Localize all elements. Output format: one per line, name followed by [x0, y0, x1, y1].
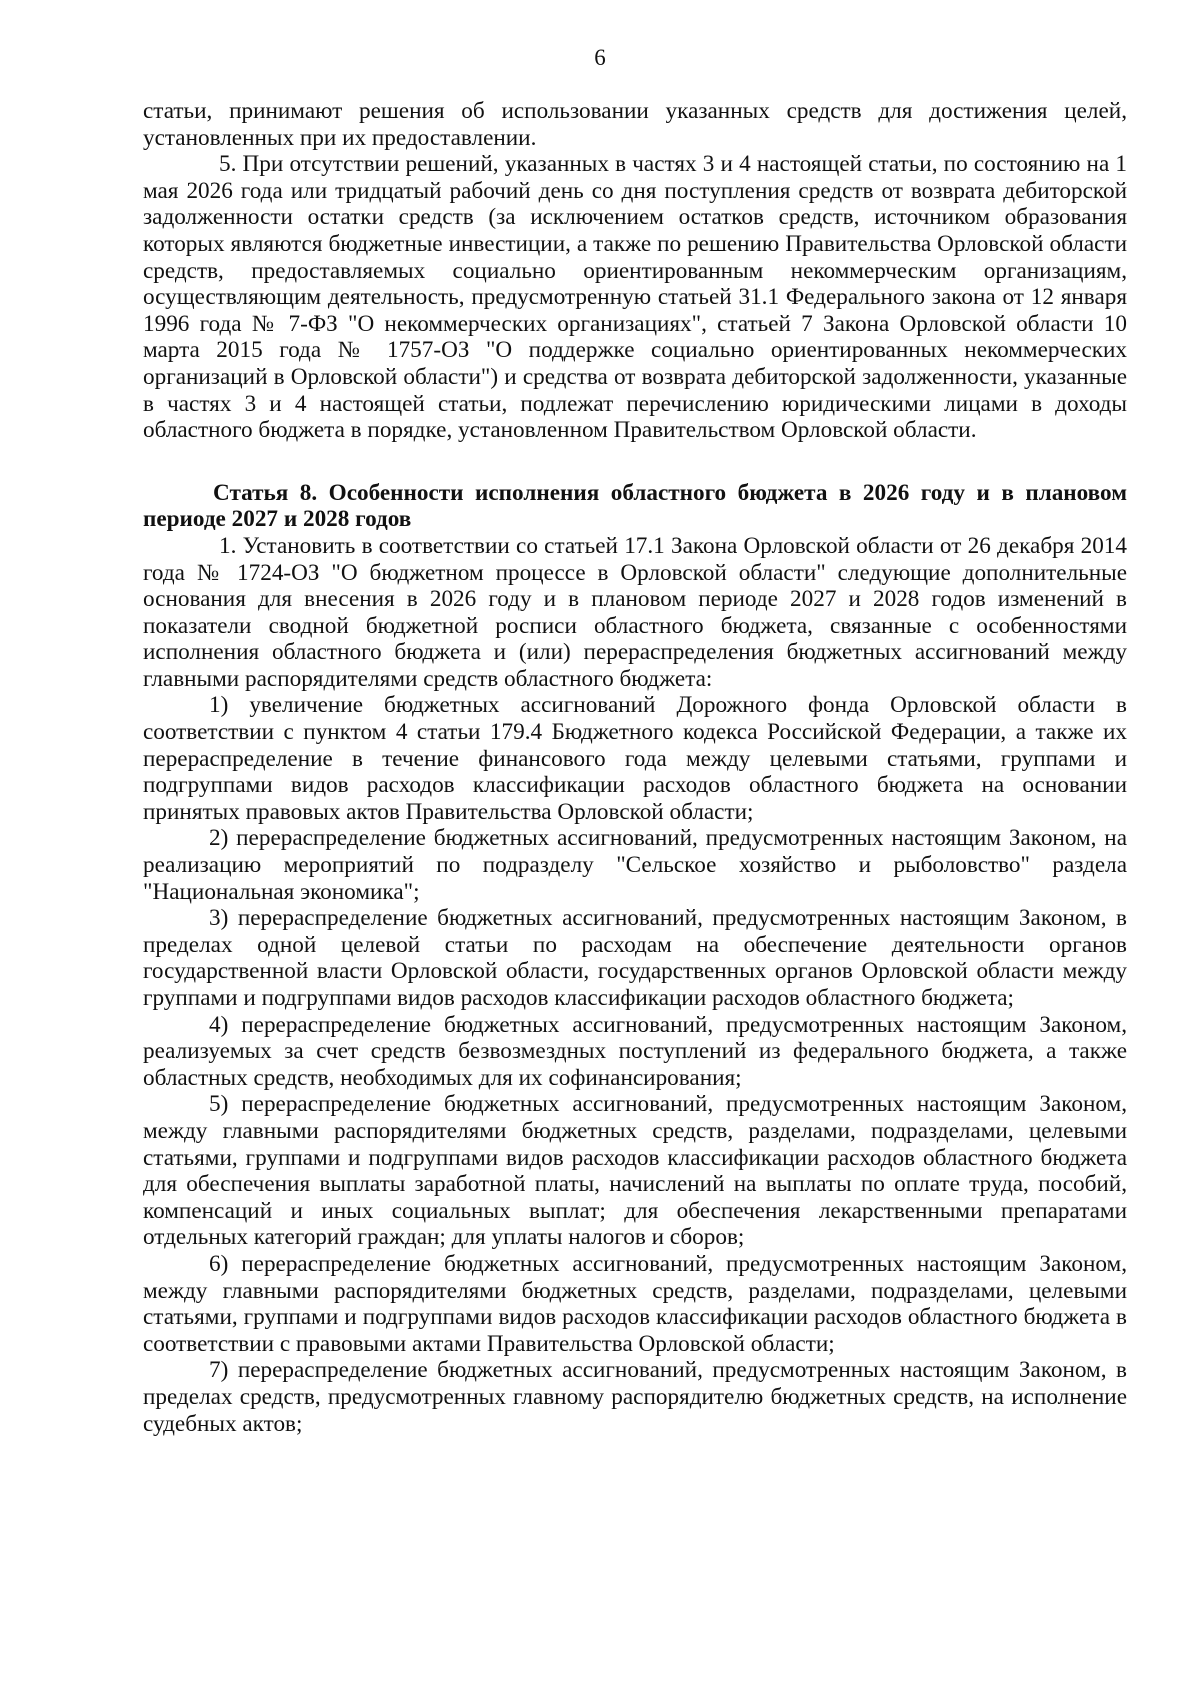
- list-item: 2) перераспределение бюджетных ассигнований, предусмотренных настоящим Законом, на реализацию мероприятий по подразделу "Сельское хозяйство и рыболовство" раздела "Национальная экономика";: [143, 825, 1127, 905]
- list-item: 5) перераспределение бюджетных ассигнований, предусмотренных настоящим Законом, между главными распорядителями бюджетных средств, разделами, подразделами, целевыми статьями, группами и подгруппами видов расходов классификации расходов областного бюджета для обеспечения выплаты заработной платы, начислений на выплаты по оплате труда, пособий, компенсаций и иных социальных выплат; для обеспечения лекарственными препаратами отдельных категорий граждан; для уплаты налогов и сборов;: [143, 1091, 1127, 1251]
- article-heading: Статья 8. Особенности исполнения областного бюджета в 2026 году и в плановом периоде 2027 и 2028 годов: [143, 479, 1127, 533]
- article-intro-paragraph: 1. Установить в соответствии со статьей 17.1 Закона Орловской области от 26 декабря 2014 года № 1724-ОЗ "О бюджетном процессе в Орловской области" следующие дополнительные основания для внесения в 2026 году и в плановом периоде 2027 и 2028 годов изменений в показатели сводной бюджетной росписи областного бюджета, связанные с особенностями исполнения областного бюджета и (или) перераспределения бюджетных ассигнований между главными распорядителями средств областного бюджета:: [143, 532, 1127, 692]
- page-number: 6: [594, 45, 606, 70]
- list-item: 1) увеличение бюджетных ассигнований Дорожного фонда Орловской области в соответствии с пунктом 4 статьи 179.4 Бюджетного кодекса Российской Федерации, а также их перераспределение в течение финансового года между целевыми статьями, группами и подгруппами видов расходов классификации расходов областного бюджета на основании принятых правовых актов Правительства Орловской области;: [143, 692, 1127, 825]
- paragraph-part-5: 5. При отсутствии решений, указанных в частях 3 и 4 настоящей статьи, по состоянию на 1 мая 2026 года или тридцатый рабочий день со дня поступления средств от возврата дебиторской задолженности остатки средств (за исключением остатков средств, источником образования которых являются бюджетные инвестиции, а также по решению Правительства Орловской области средств, предоставляемых социально ориентированным некоммерческим организациям, осуществляющим деятельность, предусмотренную статьей 31.1 Федерального закона от 12 января 1996 года № 7-ФЗ "О некоммерческих организациях", статьей 7 Закона Орловской области 10 марта 2015 года № 1757-ОЗ "О поддержке социально ориентированных некоммерческих организаций в Орловской области") и средства от возврата дебиторской задолженности, указанные в частях 3 и 4 настоящей статьи, подлежат перечислению юридическими лицами в доходы областного бюджета в порядке, установленном Правительством Орловской области.: [143, 151, 1127, 444]
- document-body: [143, 98, 1127, 1437]
- list-item: 6) перераспределение бюджетных ассигнований, предусмотренных настоящим Законом, между главными распорядителями бюджетных средств, разделами, подразделами, целевыми статьями, группами и подгруппами видов расходов классификации расходов областного бюджета в соответствии с правовыми актами Правительства Орловской области;: [143, 1250, 1127, 1357]
- list-item: 7) перераспределение бюджетных ассигнований, предусмотренных настоящим Законом, в пределах средств, предусмотренных главному распорядителю бюджетных средств, на исполнение судебных актов;: [143, 1357, 1127, 1437]
- list-item: 4) перераспределение бюджетных ассигнований, предусмотренных настоящим Законом, реализуемых за счет средств безвозмездных поступлений из федерального бюджета, а также областных средств, необходимых для их софинансирования;: [143, 1011, 1127, 1091]
- list-item: 3) перераспределение бюджетных ассигнований, предусмотренных настоящим Законом, в пределах одной целевой статьи по расходам на обеспечение деятельности органов государственной власти Орловской области, государственных органов Орловской области между группами и подгруппами видов расходов классификации расходов областного бюджета;: [143, 905, 1127, 1011]
- paragraph-continuation: статьи, принимают решения об использовании указанных средств для достижения целей, установленных при их предоставлении.: [143, 98, 1127, 151]
